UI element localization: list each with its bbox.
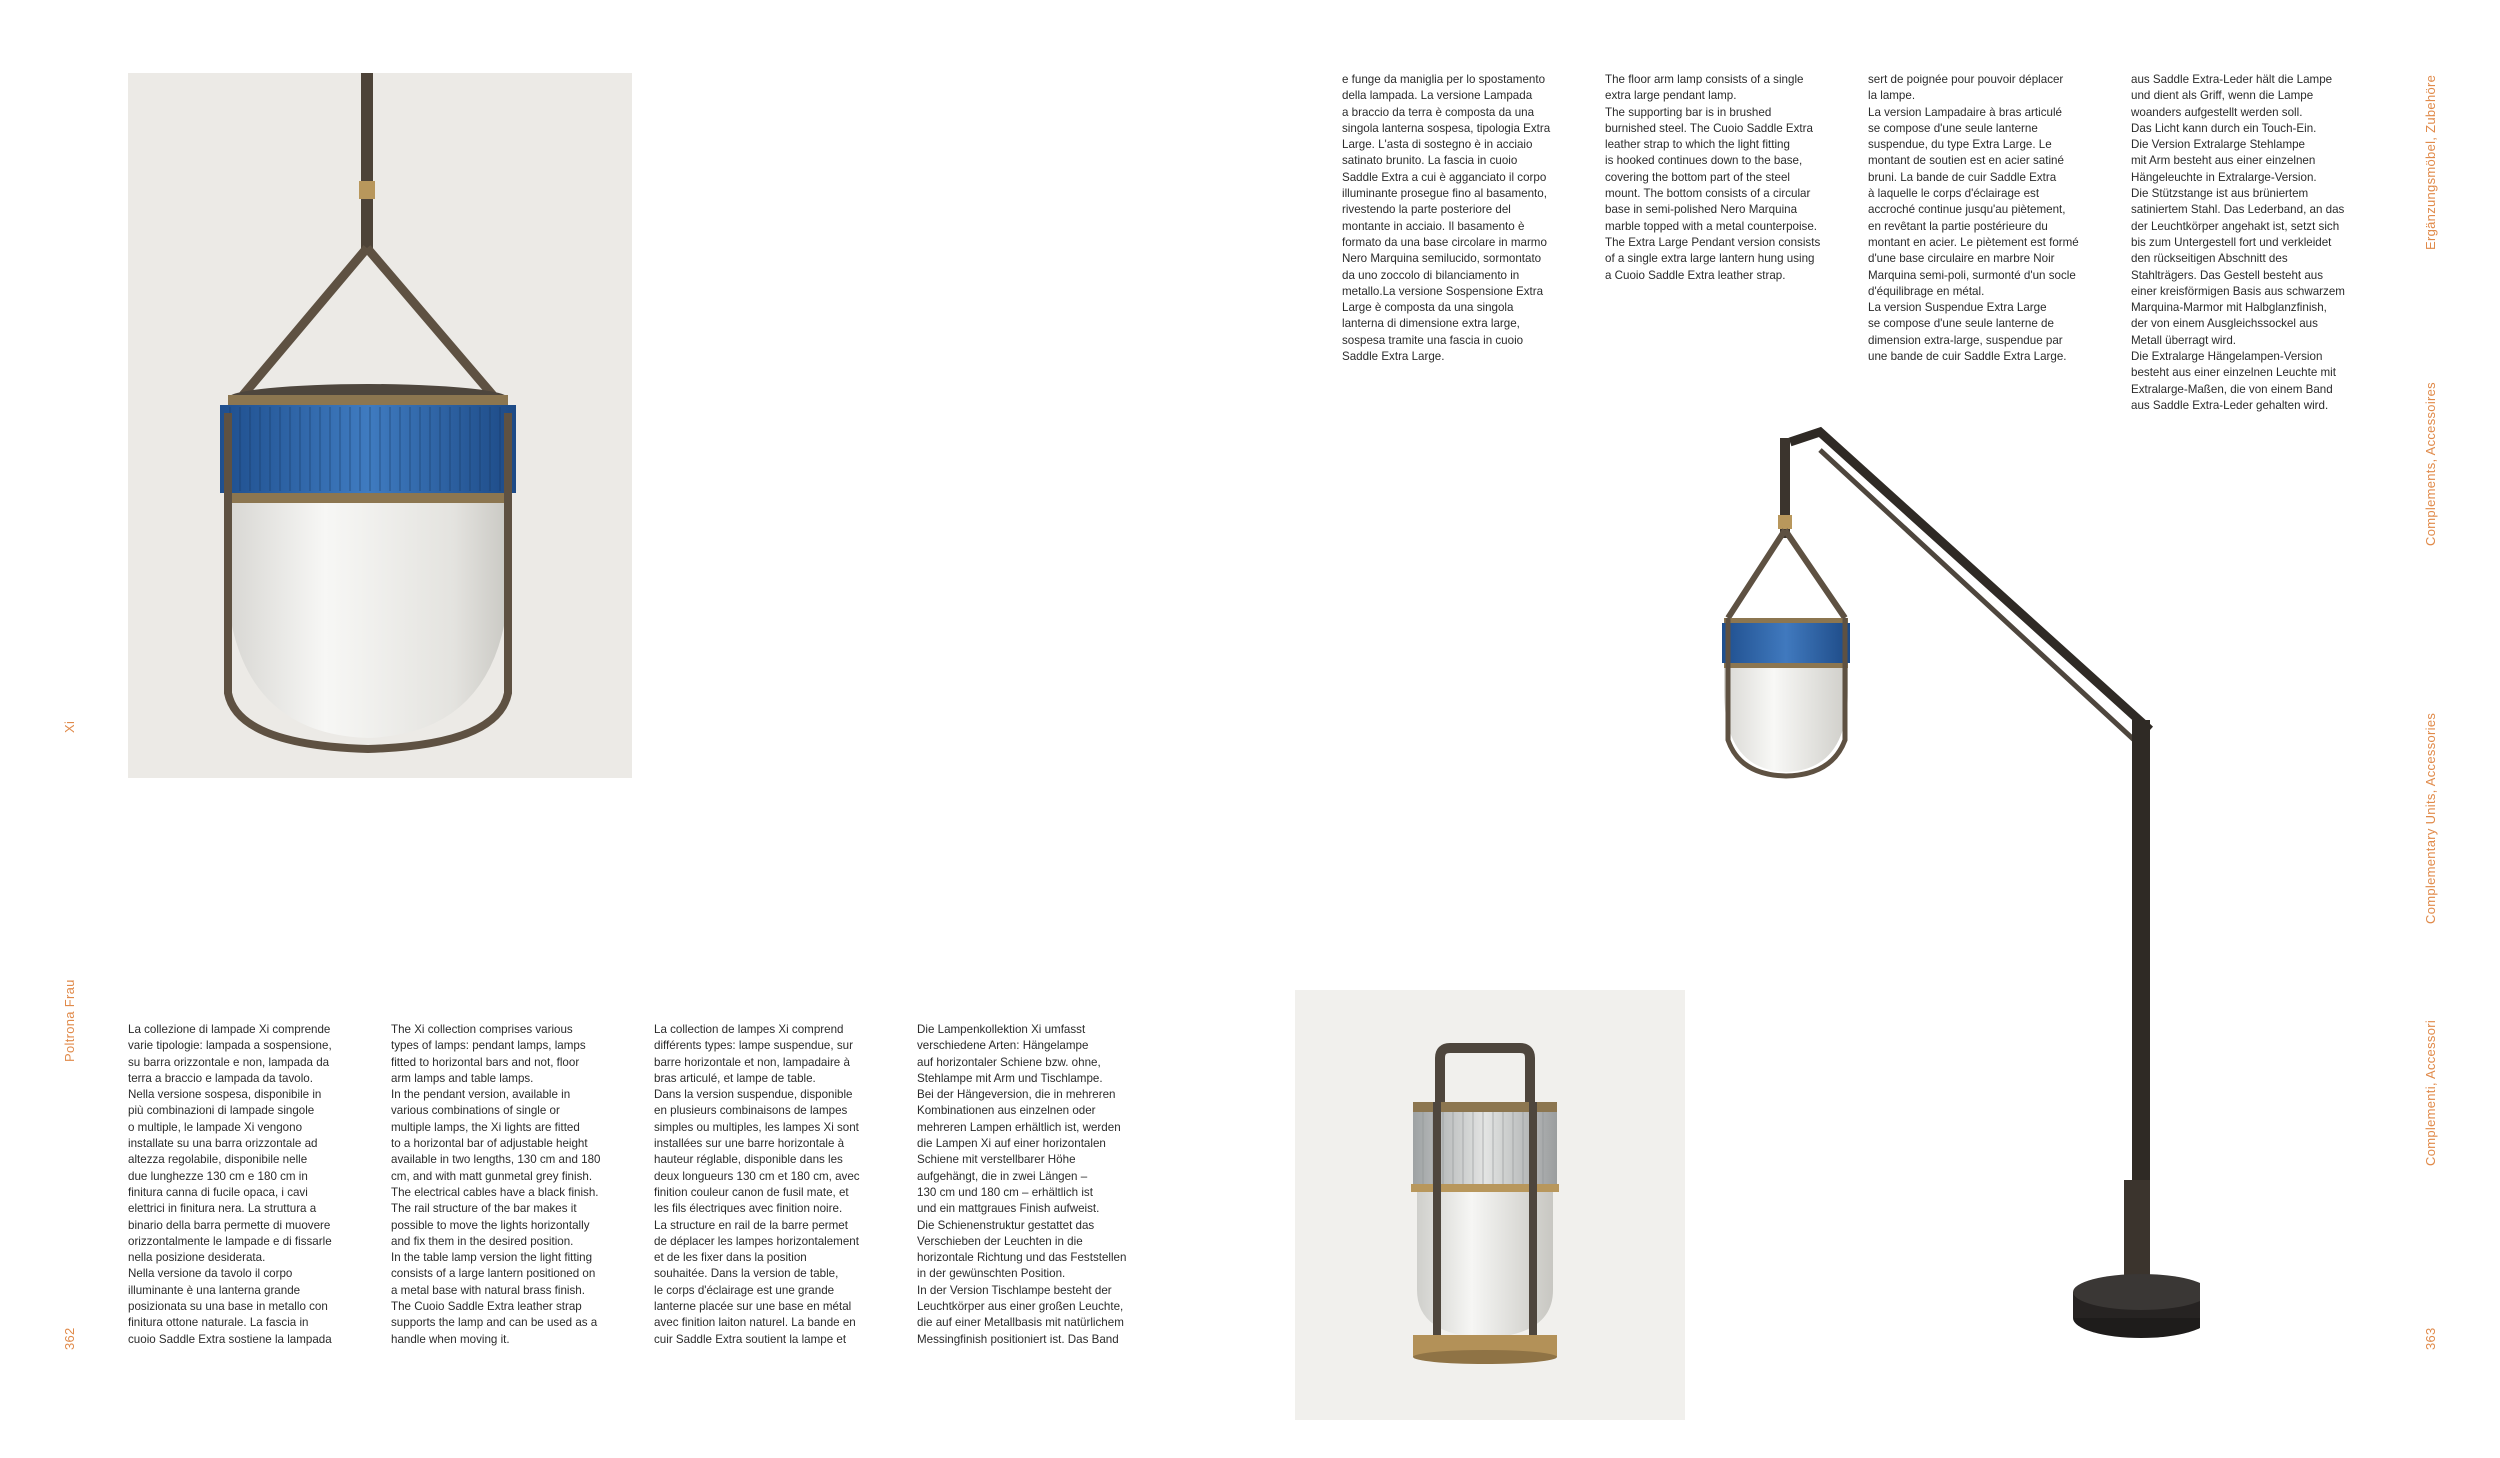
text-column-english-intro: The Xi collection comprises various types of lamps: pendant lamps, lamps fitted to horizontal bars and not, floor arm lamps and table lamps. In the pendant version, available in various combinations of single or multiple lamps, the Xi lights are fitted to a horizontal bar of adjustable height available in two lengths, 130 cm and 180 cm, and with matt gunmetal grey finish. The electrical cables have a black finish. The rail structure of the bar makes it possible to move the lights horizontally and fix them in the desired position. In the table lamp version the light fitting consists of a large lantern positioned on a metal base with natural brass finish. The Cuoio Saddle Extra leather strap supports the lamp and can be used as a handle when moving it. bbox=[391, 1023, 601, 1346]
text-column-french-intro: La collection de lampes Xi comprend différents types: lampe suspendue, sur barre horizontale et non, lampadaire à bras articulé, et lampe de table. Dans la version suspendue, disponible en plusieurs combinaisons de lampes simples ou multiples, les lampes Xi sont installées sur une barre horizontale à hauteur réglable, disponible dans les deux longueurs 130 cm et 180 cm, avec finition couleur canon de fusil mate, et les fils électriques avec finition noire. La structure en rail de la barre permet de déplacer les lampes horizontalement et de les fixer dans la position souhaitée. Dans la version de table, le corps d'éclairage est une grande lanterne placée sur une base en métal avec finition laiton naturel. La bande en cuir Saddle Extra soutient la lampe et bbox=[654, 1023, 860, 1346]
pendant-lamp-photo bbox=[128, 73, 632, 778]
table-lamp-photo bbox=[1295, 990, 1685, 1420]
right-label-french: Complements, Accessoires bbox=[2423, 382, 2438, 546]
text-column-italian-intro: La collezione di lampade Xi comprende varie tipologie: lampada a sospensione, su barra orizzontale e non, lampada da terra a braccio e lampada da tavolo. Nella versione sospesa, disponibile in più combinazioni di lampade singole o multiple, le lampade Xi vengono installate su una barra orizzontale ad altezza regolabile, disponibile nelle due lunghezze 130 cm e 180 cm in finitura canna di fucile opaca, i cavi elettrici in finitura nera. La struttura a binario della barra permette di muovere orizzontalmente le lampade e di fissarle nella posizione desiderata. Nella versione da tavolo il corpo illuminante è una lanterna grande posizionata su una base in metallo con finitura ottone naturale. La fascia in cuoio Saddle Extra sostiene la lampada bbox=[128, 1023, 332, 1346]
left-page-section-label: Xi bbox=[62, 720, 77, 733]
right-page-number: 363 bbox=[2423, 1327, 2438, 1350]
table-lamp-illustration bbox=[1295, 990, 1685, 1420]
left-page-brand-label: Poltrona Frau bbox=[62, 979, 77, 1062]
text-column-english-continued: The floor arm lamp consists of a single extra large pendant lamp. The supporting bar is in brushed burnished steel. The Cuoio Saddle Extra leather strap to which the light fitting is hooked continues down to the base, covering the bottom part of the steel mount. The bottom consists of a circular base in semi-polished Nero Marquina marble topped with a metal counterpoise. The Extra Large Pendant version consists of a single extra large lantern hung using a Cuoio Saddle Extra leather strap. bbox=[1605, 73, 1821, 282]
left-page-number: 362 bbox=[62, 1327, 77, 1350]
text-column-german-intro: Die Lampenkollektion Xi umfasst verschiedene Arten: Hängelampe auf horizontaler Schiene bzw. ohne, Stehlampe mit Arm und Tischlampe. Bei der Hängeversion, die in mehreren Kombinationen aus einzelnen oder mehreren Lampen erhältlich ist, werden die Lampen Xi auf einer horizontalen Schiene mit verstellbarer Höhe aufgehängt, die in zwei Längen – 130 cm und 180 cm – erhältlich ist und ein mattgraues Finish aufweist. Die Schienenstruktur gestattet das Verschieben der Leuchten in die horizontale Richtung und das Feststellen in der gewünschten Position. In der Version Tischlampe besteht der Leuchtkörper aus einer großen Leuchte, die auf einer Metallbasis mit natürlichem Messingfinish positioniert ist. Das Band bbox=[917, 1023, 1127, 1346]
text-column-german-continued: aus Saddle Extra-Leder hält die Lampe und dient als Griff, wenn die Lampe woanders aufgestellt werden soll. Das Licht kann durch ein Touch-Ein. Die Version Extralarge Stehlampe mit Arm besteht aus einer einzelnen Hängeleuchte in Extralarge-Version. Die Stützstange ist aus brüniertem satiniertem Stahl. Das Lederband, an das der Leuchtkörper angehakt ist, setzt sich bis zum Untergestell fort und verkleidet den rückseitigen Abschnitt des Stahlträgers. Das Gestell besteht aus einer kreisförmigen Basis aus schwarzem Marquina-Marmor mit Halbglanzfinish, der von einem Ausgleichssockel aus Metall überragt wird. Die Extralarge Hängelampen-Version besteht aus einer einzelnen Leuchte mit Extralarge-Maßen, die von einem Band aus Saddle Extra-Leder gehalten wird. bbox=[2131, 73, 2345, 412]
text-column-italian-continued: e funge da maniglia per lo spostamento della lampada. La versione Lampada a braccio da terra è composta da una singola lanterna sospesa, tipologia Extra Large. L'asta di sostegno è in acciaio satinato brunito. La fascia in cuoio Saddle Extra a cui è agganciato il corpo illuminante prosegue fino al basamento, rivestendo la parte posteriore del montante in acciaio. Il basamento è formato da una base circolare in marmo Nero Marquina semilucido, sormontato da uno zoccolo di bilanciamento in metallo.La versione Sospensione Extra Large è composta da una singola lanterna di dimensione extra large, sospesa tramite una fascia in cuoio Saddle Extra Large. bbox=[1342, 73, 1551, 364]
text-column-french-continued: sert de poignée pour pouvoir déplacer la lampe. La version Lampadaire à bras articulé se compose d'une seule lanterne suspendue, du type Extra Large. Le montant de soutien est en acier satiné bruni. La bande de cuir Saddle Extra à laquelle le corps d'éclairage est accroché continue jusqu'au piètement, en revêtant la partie postérieure du montant en acier. Le piètement est formé d'une base circulaire en marbre Noir Marquina semi-poli, surmonté d'un socle d'équilibrage en métal. La version Suspendue Extra Large se compose d'une seule lanterne de dimension extra-large, suspendue par une bande de cuir Saddle Extra Large. bbox=[1868, 73, 2079, 364]
pendant-lamp-illustration bbox=[128, 73, 632, 778]
right-label-english: Complementary Units, Accessories bbox=[2423, 712, 2438, 924]
right-label-german: Ergänzungsmöbel, Zubehöre bbox=[2423, 74, 2438, 250]
right-label-italian: Complementi, Accessori bbox=[2423, 1019, 2438, 1166]
floor-arm-lamp-illustration bbox=[1700, 420, 2200, 1400]
